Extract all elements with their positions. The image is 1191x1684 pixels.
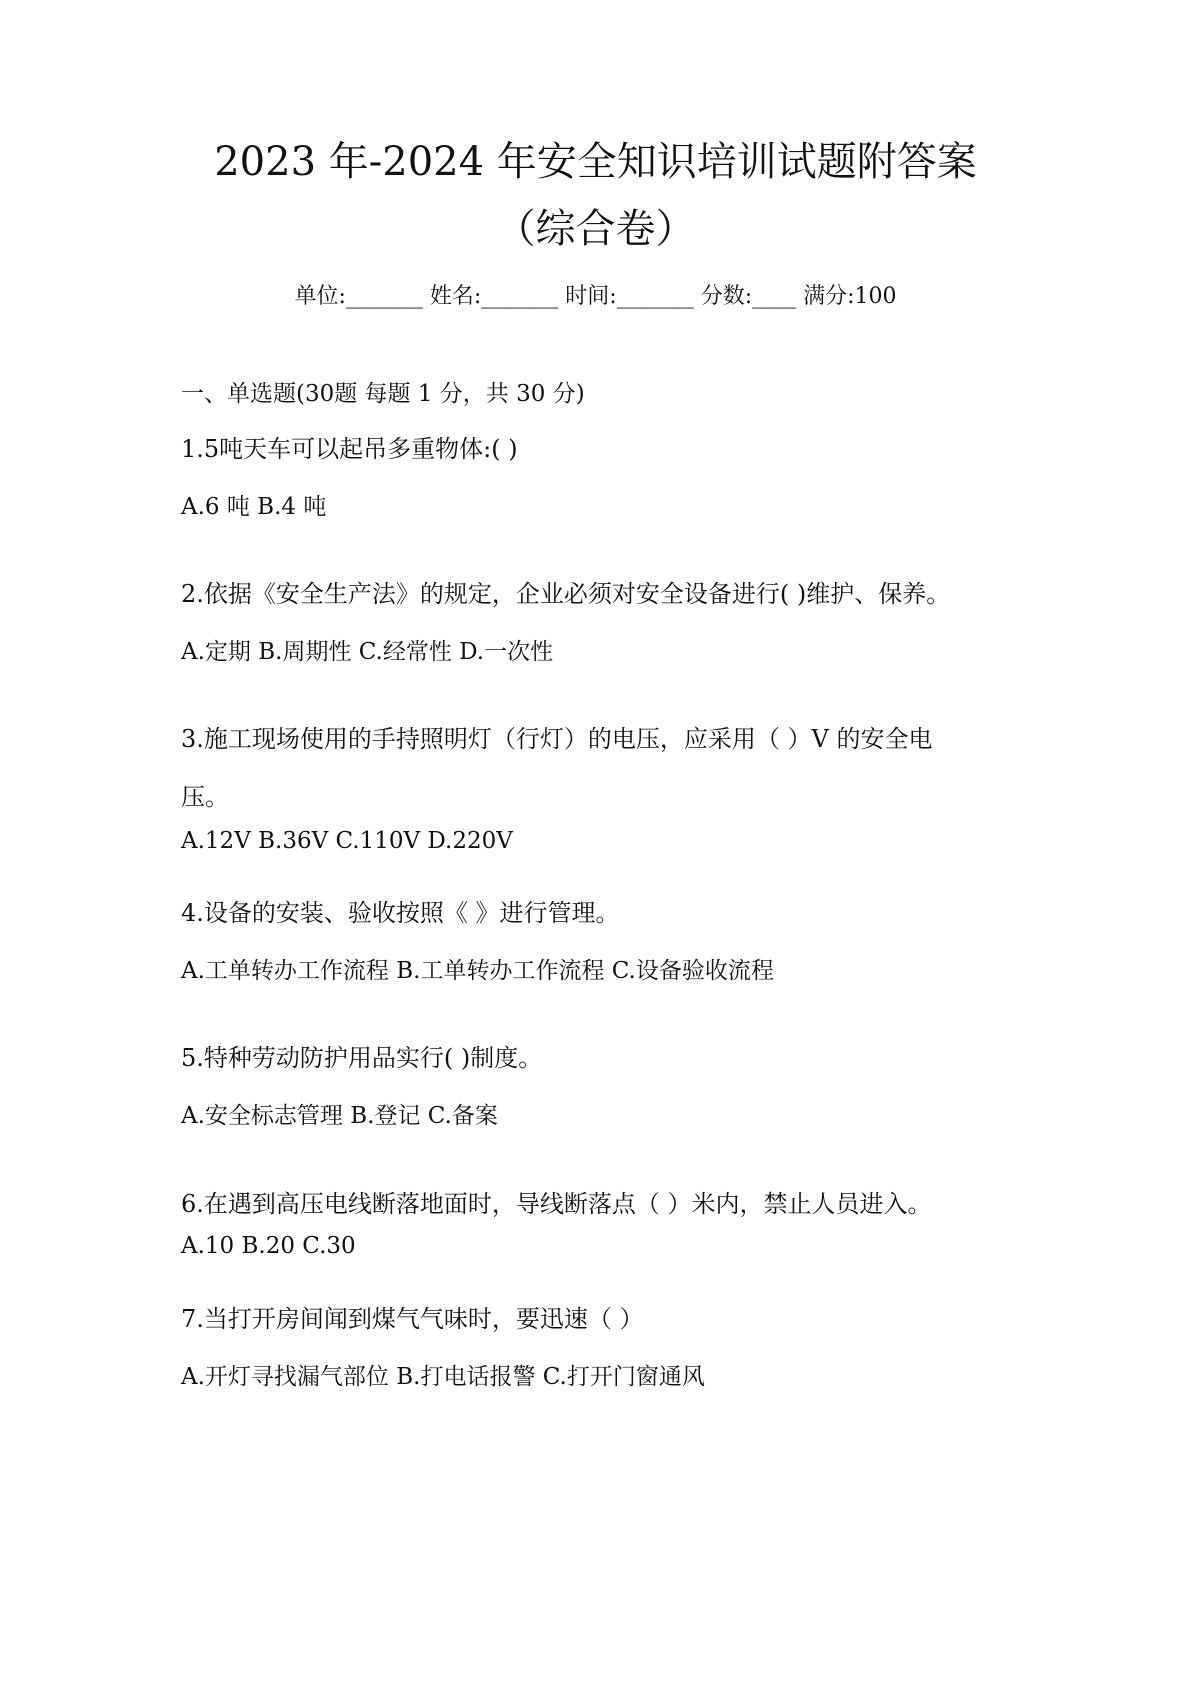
question-7-stem: 7.当打开房间闻到煤气气味时，要迅速（ ） xyxy=(181,1305,644,1333)
exam-header-info: 单位:_______ 姓名:_______ 时间:_______ 分数:____ 满分:100 xyxy=(294,284,897,309)
question-6-stem: 6.在遇到高压电线断落地面时，导线断落点（ ）米内，禁止人员进入。 xyxy=(181,1190,932,1218)
page-subtitle: （综合卷） xyxy=(495,206,696,252)
question-2-options: A.定期 B.周期性 C.经常性 D.一次性 xyxy=(181,639,554,665)
question-4-options: A.工单转办工作流程 B.工单转办工作流程 C.设备验收流程 xyxy=(181,958,774,984)
section-heading: 一、单选题(30题 每题 1 分，共 30 分) xyxy=(181,381,585,407)
question-3-stem-line-1: 3.施工现场使用的手持照明灯（行灯）的电压，应采用（ ）V 的安全电 xyxy=(181,725,933,753)
question-1-options: A.6 吨 B.4 吨 xyxy=(181,494,327,520)
question-7-options: A.开灯寻找漏气部位 B.打电话报警 C.打开门窗通风 xyxy=(181,1364,705,1390)
question-3-options: A.12V B.36V C.110V D.220V xyxy=(181,828,513,854)
page-title: 2023 年-2024 年安全知识培训试题附答案 xyxy=(214,139,977,185)
question-6-options: A.10 B.20 C.30 xyxy=(181,1233,356,1259)
question-5-options: A.安全标志管理 B.登记 C.备案 xyxy=(181,1103,498,1129)
question-2-stem: 2.依据《安全生产法》的规定，企业必须对安全设备进行( )维护、保养。 xyxy=(181,580,951,608)
question-3-stem-line-2: 压。 xyxy=(181,783,229,811)
question-4-stem: 4.设备的安装、验收按照《 》进行管理。 xyxy=(181,899,620,927)
question-1-stem: 1.5吨天车可以起吊多重物体:( ) xyxy=(181,435,518,463)
question-5-stem: 5.特种劳动防护用品实行( )制度。 xyxy=(181,1044,543,1072)
